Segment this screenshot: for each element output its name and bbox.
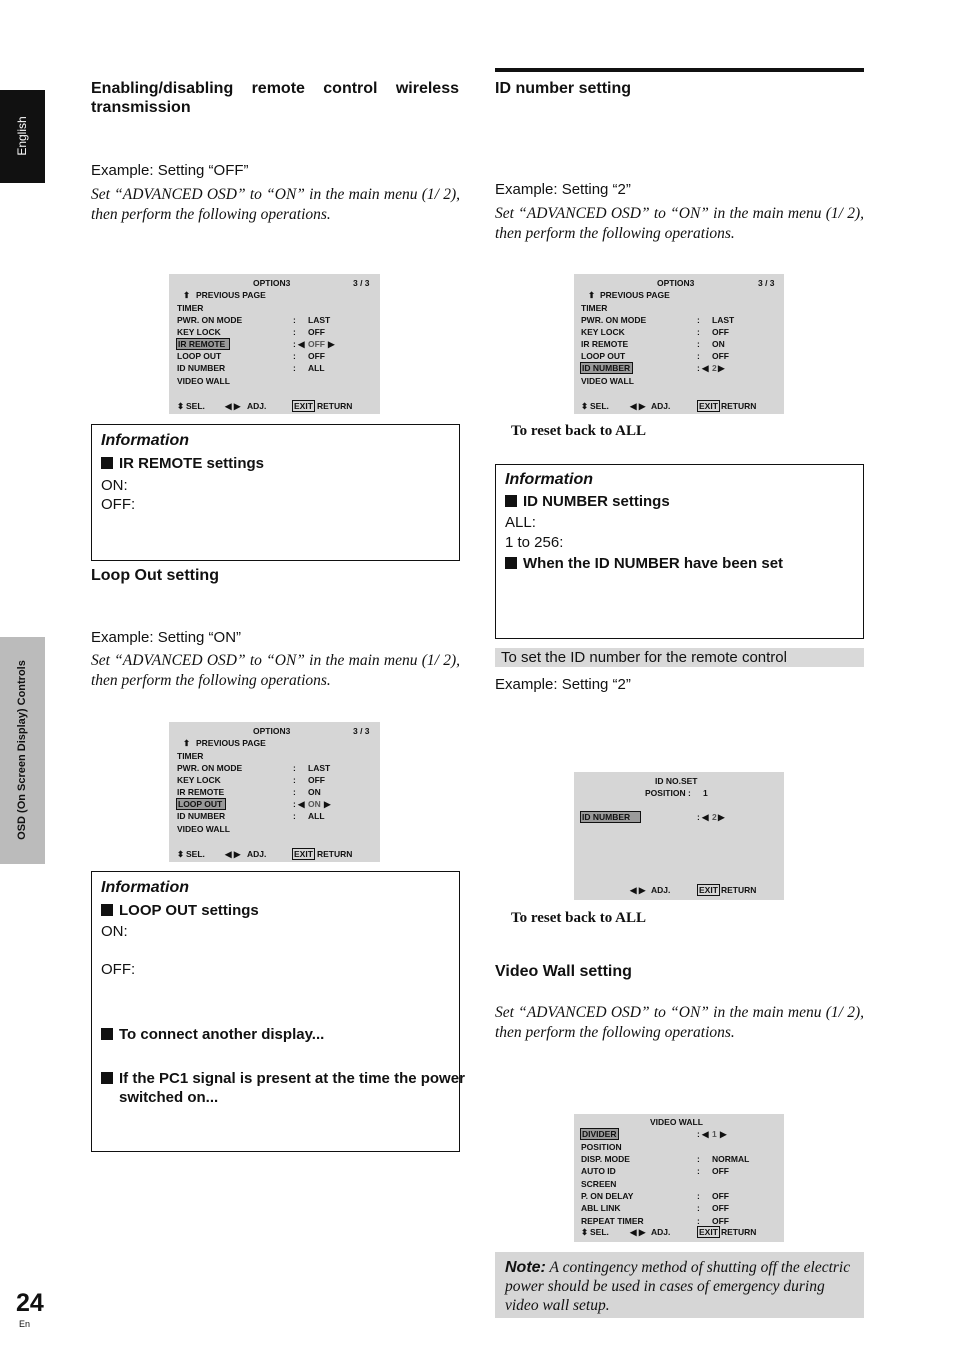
osd-row: SCREEN [581, 1179, 617, 1189]
info-bullet: ID NUMBER settings [505, 493, 670, 510]
osd-title: OPTION3 [253, 278, 291, 288]
osd-value: OFF [712, 1191, 729, 1201]
osd-value-selected: OFF [308, 339, 325, 349]
osd-sel: SEL. [186, 849, 205, 859]
osd-row-selected: DIVIDER [582, 1129, 617, 1139]
right-triangle-icon: ▶ [720, 1129, 727, 1139]
osd-page: 3 / 3 [758, 278, 775, 288]
info-line: ON: [101, 477, 128, 494]
osd-colon: : [293, 787, 296, 797]
leftright-icon: ◀ ▶ [225, 401, 241, 411]
osd-row: DISP. MODE [581, 1154, 630, 1164]
video-wall-heading: Video Wall setting [495, 963, 632, 980]
osd-value: LAST [308, 763, 331, 773]
remote-id-bar: To set the ID number for the remote control [495, 648, 864, 667]
left-triangle-icon: ◀ [702, 812, 709, 822]
osd-row: REPEAT TIMER [581, 1216, 644, 1226]
osd-colon: : [697, 351, 700, 361]
osd-adj: ADJ. [247, 401, 267, 411]
osd-colon: : [293, 763, 296, 773]
osd-adj: ADJ. [651, 885, 671, 895]
osd-row: VIDEO WALL [177, 376, 230, 386]
osd-position-label: POSITION : [645, 788, 691, 798]
osd-value: LAST [308, 315, 331, 325]
left-triangle-icon: ◀ [298, 799, 305, 809]
osd-timer: TIMER [581, 303, 608, 313]
osd-value: NORMAL [712, 1154, 750, 1164]
osd-value: LAST [712, 315, 735, 325]
osd-return: RETURN [721, 885, 757, 895]
osd-value-selected: ON [308, 799, 321, 809]
osd-screen-loop-out [169, 722, 380, 862]
right-triangle-icon: ▶ [718, 812, 725, 822]
leftright-icon: ◀ ▶ [630, 401, 646, 411]
osd-title: OPTION3 [253, 726, 291, 736]
osd-row: VIDEO WALL [581, 376, 634, 386]
osd-colon: : [697, 1191, 700, 1201]
id-reset: To reset back to ALL [511, 423, 647, 439]
loop-example: Example: Setting “ON” [91, 629, 242, 646]
osd-value: OFF [712, 1216, 729, 1226]
note-text: A contingency method of shutting off the electric power should be used in cases of emergency during video wall setup. [505, 1259, 851, 1314]
updown-icon: ⬍ [581, 1227, 589, 1237]
left-triangle-icon: ◀ [298, 339, 305, 349]
info-title: Information [101, 879, 189, 896]
info-bullet-pc1-text: If the PC1 signal is present at the time the power switched on... [119, 1070, 465, 1106]
osd-value: ON [308, 787, 321, 797]
osd-return: RETURN [721, 1227, 757, 1237]
osd-adj: ADJ. [651, 401, 671, 411]
osd-row: AUTO ID [581, 1166, 616, 1176]
osd-title: VIDEO WALL [650, 1117, 703, 1127]
osd-colon: : [697, 1154, 700, 1164]
info-bullet: IR REMOTE settings [101, 455, 264, 472]
right-triangle-icon: ▶ [718, 363, 725, 373]
id-reset2: To reset back to ALL [511, 910, 647, 926]
info-bullet: When the ID NUMBER have been set [505, 555, 783, 572]
osd-value: ALL [308, 363, 325, 373]
osd-value-selected: 2 [712, 363, 717, 373]
osd-row: IR REMOTE [581, 339, 629, 349]
osd-row: PWR. ON MODE [177, 315, 243, 325]
osd-row: PWR. ON MODE [177, 763, 243, 773]
osd-value: OFF [712, 1203, 729, 1213]
osd-row: P. ON DELAY [581, 1191, 634, 1201]
info-bullet: To connect another display... [101, 1026, 324, 1043]
updown-icon: ⬍ [177, 401, 185, 411]
id-example: Example: Setting “2” [495, 181, 631, 198]
info-line: ALL: [505, 514, 536, 531]
updown-icon: ⬍ [177, 849, 185, 859]
osd-row: KEY LOCK [177, 775, 221, 785]
osd-return: RETURN [721, 401, 757, 411]
osd-colon: : [697, 1216, 700, 1226]
info-line: ON: [101, 923, 128, 940]
osd-exit: EXIT [699, 1227, 718, 1237]
section-tab [0, 637, 45, 864]
osd-exit: EXIT [294, 401, 313, 411]
osd-prev-page: PREVIOUS PAGE [196, 738, 266, 748]
osd-row: KEY LOCK [581, 327, 625, 337]
osd-row: ABL LINK [581, 1203, 621, 1213]
osd-value: OFF [308, 351, 325, 361]
osd-timer: TIMER [177, 303, 204, 313]
osd-colon: : [697, 363, 700, 373]
up-arrow-icon: ⬆ [183, 290, 191, 300]
remote-heading: Enabling/disabling remote control wireless transmission [91, 80, 459, 116]
osd-screen-id-set [574, 772, 784, 900]
language-tab-label: English [15, 116, 29, 156]
info-title: Information [505, 471, 593, 488]
osd-colon: : [293, 799, 296, 809]
osd-row: LOOP OUT [177, 351, 222, 361]
osd-value-selected: 2 [712, 812, 717, 822]
info-bullet: LOOP OUT settings [101, 902, 259, 919]
bullet-square-icon [101, 1070, 119, 1087]
left-triangle-icon: ◀ [702, 1129, 709, 1139]
osd-colon: : [697, 1203, 700, 1213]
info-line: 1 to 256: [505, 534, 564, 551]
osd-screen-id-number [574, 274, 784, 414]
osd-colon: : [697, 327, 700, 337]
right-triangle-icon: ▶ [324, 799, 331, 809]
leftright-icon: ◀ ▶ [630, 1227, 646, 1237]
osd-row: PWR. ON MODE [581, 315, 647, 325]
osd-row: IR REMOTE [177, 787, 225, 797]
osd-colon: : [697, 315, 700, 325]
section-tab-label: OSD (On Screen Display) Controls [16, 660, 28, 840]
note-content [505, 1258, 857, 1315]
osd-row: POSITION [581, 1142, 622, 1152]
osd-prev-page: PREVIOUS PAGE [196, 290, 266, 300]
info-bullet-pc1 [101, 1069, 469, 1107]
info-box-id-number [495, 464, 864, 639]
osd-row-selected: IR REMOTE [177, 339, 229, 349]
footer-lang: En [19, 1319, 31, 1329]
osd-sel: SEL. [590, 401, 609, 411]
osd-value: ON [712, 339, 725, 349]
osd-exit: EXIT [294, 849, 313, 859]
osd-screen-video-wall [574, 1114, 784, 1242]
osd-page: 3 / 3 [353, 726, 370, 736]
osd-value-selected: 1 [712, 1129, 717, 1139]
osd-row: VIDEO WALL [177, 824, 230, 834]
osd-adj: ADJ. [247, 849, 267, 859]
osd-colon: : [293, 327, 296, 337]
info-line: OFF: [101, 961, 136, 978]
osd-value: OFF [308, 327, 325, 337]
osd-colon: : [293, 775, 296, 785]
osd-adj: ADJ. [651, 1227, 671, 1237]
osd-timer: TIMER [177, 751, 204, 761]
osd-title: ID NO.SET [655, 776, 698, 786]
osd-screen-ir-remote [169, 274, 380, 414]
osd-sel: SEL. [590, 1227, 609, 1237]
osd-title: OPTION3 [657, 278, 695, 288]
osd-row: ID NUMBER [177, 363, 226, 373]
osd-colon: : [293, 315, 296, 325]
osd-colon: : [293, 339, 296, 349]
osd-colon: : [697, 339, 700, 349]
id-example2: Example: Setting “2” [495, 676, 631, 693]
right-triangle-icon: ▶ [328, 339, 335, 349]
id-instruction: Set “ADVANCED OSD” to “ON” in the main menu (1/ 2), then perform the following operations. [495, 205, 864, 242]
remote-example: Example: Setting “OFF” [91, 162, 249, 179]
osd-colon: : [697, 1166, 700, 1176]
osd-position-value: 1 [703, 788, 708, 798]
leftright-icon: ◀ ▶ [225, 849, 241, 859]
osd-exit: EXIT [699, 885, 718, 895]
osd-value: OFF [712, 351, 729, 361]
osd-row-selected: LOOP OUT [177, 799, 225, 809]
osd-colon: : [293, 351, 296, 361]
left-triangle-icon: ◀ [702, 363, 709, 373]
remote-instruction: Set “ADVANCED OSD” to “ON” in the main menu (1/ 2), then perform the following operations. [91, 186, 460, 223]
info-line: OFF: [101, 496, 136, 513]
info-box-ir-remote [91, 424, 460, 561]
osd-row: KEY LOCK [177, 327, 221, 337]
osd-return: RETURN [317, 849, 353, 859]
osd-colon: : [293, 363, 296, 373]
osd-row: LOOP OUT [581, 351, 626, 361]
info-box-loop-out [91, 871, 465, 1152]
osd-value: OFF [308, 775, 325, 785]
note-label: Note: [505, 1259, 546, 1276]
info-title: Information [101, 432, 189, 449]
osd-value: ALL [308, 811, 325, 821]
note-box [495, 1252, 864, 1318]
osd-exit: EXIT [699, 401, 718, 411]
loop-heading: Loop Out setting [91, 567, 219, 584]
osd-colon: : [697, 1129, 700, 1139]
osd-return: RETURN [317, 401, 353, 411]
osd-value: OFF [712, 1166, 729, 1176]
osd-value: OFF [712, 327, 729, 337]
osd-colon: : [697, 812, 700, 822]
osd-prev-page: PREVIOUS PAGE [600, 290, 670, 300]
language-tab [0, 90, 45, 183]
top-rule [495, 68, 864, 72]
osd-page: 3 / 3 [353, 278, 370, 288]
leftright-icon: ◀ ▶ [630, 885, 646, 895]
up-arrow-icon: ⬆ [183, 738, 191, 748]
updown-icon: ⬍ [581, 401, 589, 411]
id-heading: ID number setting [495, 80, 632, 97]
up-arrow-icon: ⬆ [588, 290, 596, 300]
osd-row-selected: ID NUMBER [581, 812, 640, 822]
page-number: 24 [16, 1289, 44, 1317]
loop-instruction: Set “ADVANCED OSD” to “ON” in the main menu (1/ 2), then perform the following operations. [91, 652, 460, 689]
video-wall-instruction: Set “ADVANCED OSD” to “ON” in the main menu (1/ 2), then perform the following operations. [495, 1004, 864, 1041]
osd-sel: SEL. [186, 401, 205, 411]
osd-colon: : [293, 811, 296, 821]
osd-row: ID NUMBER [177, 811, 226, 821]
osd-row-selected: ID NUMBER [582, 363, 631, 373]
